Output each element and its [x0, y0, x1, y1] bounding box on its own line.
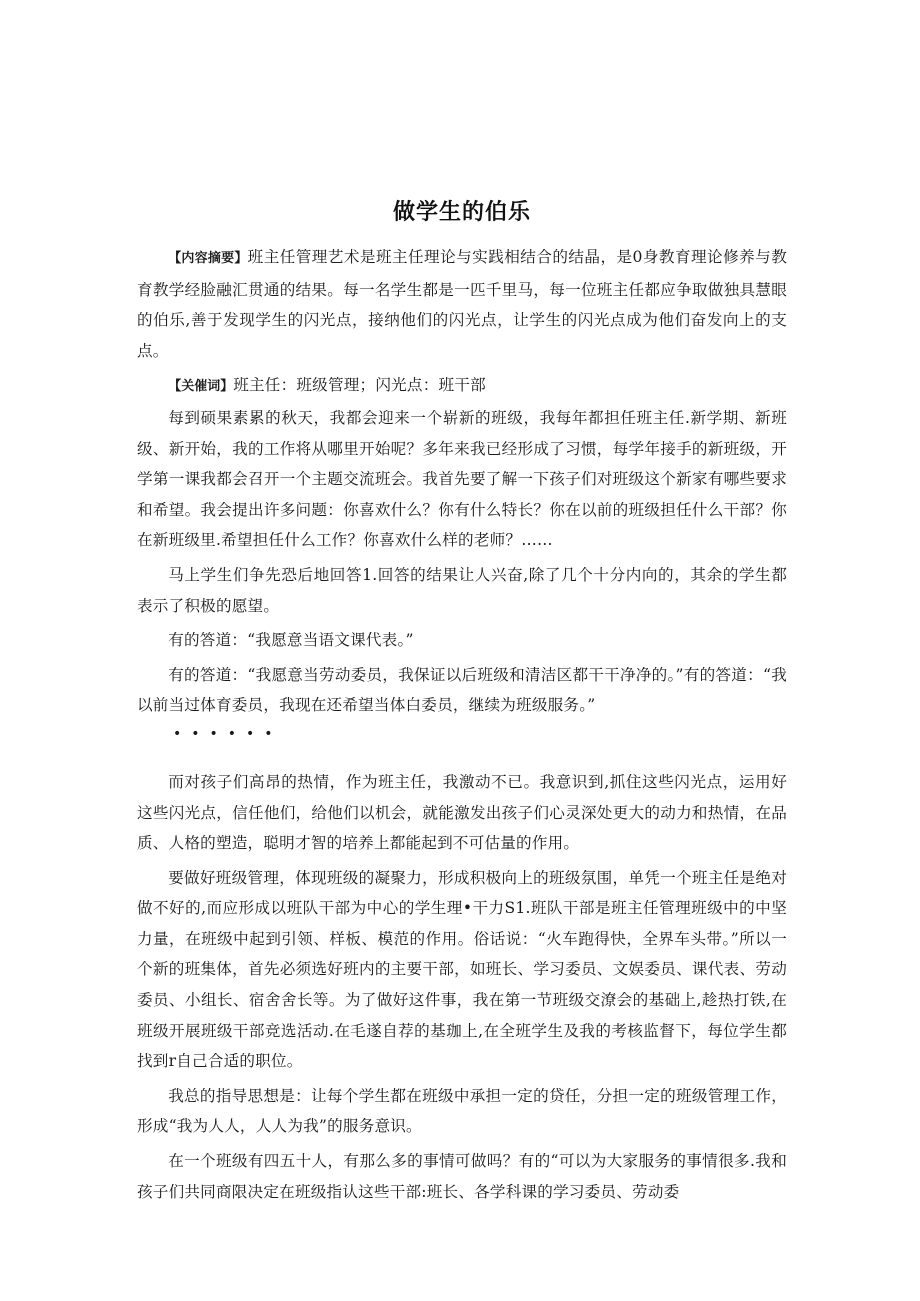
body-paragraph-8: 在一个班级有四五十人，有那么多的事情可做吗？有的“可以为大家服务的事情很多.我和孩子们共同商限决定在班级指认这些干部:班长、各学科课的学习委员、劳动委: [137, 1152, 787, 1201]
keywords-paragraph: [137, 370, 787, 403]
body-paragraph-5: 而对孩子们高昂的热情，作为班主任，我激动不已。我意识到,抓住这些闪光点，运用好这些闪光点，信任他们，给他们以机会，就能激发出孩子们心灵深处更大的动力和热情，在品质、人格的塑造，聪明才智的培养上都能起到不可估量的作用。: [137, 772, 787, 853]
keywords-text: 班主任：班级管理；闪光点：班干部: [233, 376, 486, 395]
abstract-paragraph: [137, 242, 787, 366]
keywords-tag: 【关催词】: [168, 379, 234, 395]
body-paragraph-7: 我总的指导思想是：让每个学生都在班级中承担一定的贷任，分担一定的班级管理工作，形成“我为人人，人人为我”的服务意识。: [137, 1086, 787, 1136]
abstract-text: 班主任管理艺术是班主任理论与实践相结合的结晶，是0身教育理论修养与教育教学经脸融汇贯通的结果。每一名学生都是一匹千里马，每一位班主任都应争取做独具慧眼的伯乐,善于发现学生的闪光点，接纳他们的闪光点，让学生的闪光点成为他们奋发向上的支点。: [137, 248, 787, 360]
ellipsis-dots: ••••••: [173, 725, 283, 742]
body-paragraph-4: 有的答道：“我愿意当劳动委员，我保证以后班级和清洁区都干干净净的。”有的答道：“我以前当过体育委员，我现在还希望当体白委员，继续为班级服务。”: [137, 665, 787, 715]
abstract-tag: 【内容摘要】: [168, 251, 248, 266]
document-title: 做学生的伯乐: [392, 200, 531, 225]
body-paragraph-1: 每到硕果素累的秋天，我都会迎来一个崭新的班级，我每年都担任班主任.新学期、新班级、新开始，我的工作将从哪里开始呢？多年来我已经形成了习惯，每学年接手的新班级，开学第一课我都会召开一个主题交流班会。我首先要了解一下孩子们对班级这个新家有哪些要求和希望。我会提出许多问题：你喜欢什么？你有什么特长？你在以前的班级担任什么干部？你在新班级里.希望担任什么工作？你喜欢什么样的老师？……: [137, 408, 787, 550]
document-page: [137, 196, 787, 1207]
body-paragraph-2: 马上学生们争先恐后地回答1.回答的结果让人兴奋,除了几个十分内向的，其余的学生都表示了积极的愿望。: [137, 565, 787, 615]
body-paragraph-6: 要做好班级管理，体现班级的凝聚力，形成积极向上的班级氛围，单凭一个班主任是绝对做不好的,而应形成以班队干部为中心的学生理•干力S1.班队干部是班主任管理班级中的中坚力量，在班级中起到引领、样板、模范的作用。俗话说：“火车跑得快，全界车头带。”所以一个新的班集体，首先必须选好班内的主要干部，如班长、学习委员、文娱委员、课代表、劳动委员、小组长、宿舍舍长等。为了做好这件事，我在第一节班级交潦会的基础上,趁热打铁,在班级开展班级干部竞选活动.在毛遂自荐的基珈上,在全班学生及我的考核监督下，每位学生都找到r自己合适的职位。: [137, 868, 787, 1071]
body-paragraph-3: 有的答道：“我愿意当语文课代表。”: [168, 631, 414, 650]
